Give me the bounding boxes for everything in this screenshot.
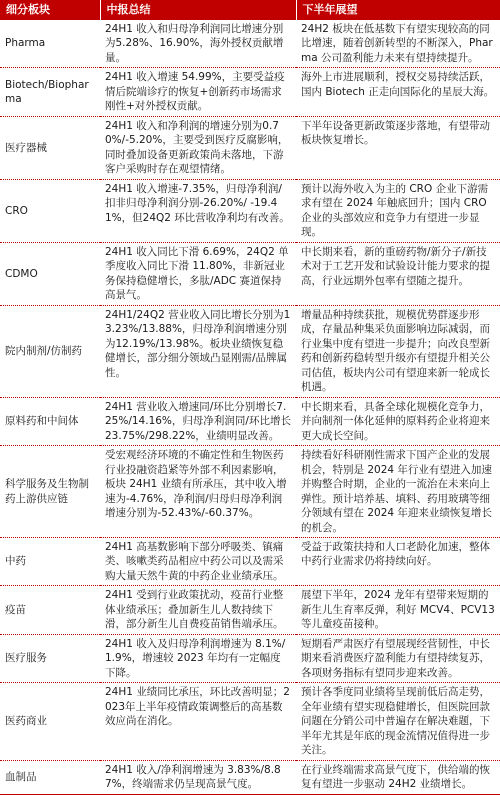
segment-name: 医疗器械: [0, 116, 100, 179]
outlook-text: 预计以海外收入为主的 CRO 企业下游需求有望在 2024 年触底回升；国内 CRO 企业的头部效应和竞争力有望进一步显现。: [296, 179, 500, 242]
outlook-text: 展望下半年，2024 龙年有望带来短期的新生儿生育率反弹，利好 MCV4、PCV13 等儿童疫苗接种。: [296, 586, 500, 634]
table-row: [0, 397, 500, 445]
segment-name: 疫苗: [0, 586, 100, 634]
header-outlook: 下半年展望: [296, 0, 500, 20]
summary-text: 24H1 收入及归母净利润增速为 8.1%/1.9%，增速较 2023 年均有一定幅度下降。: [100, 634, 296, 682]
outlook-text: 增量品种持续获批，规模优势群逐步形成，存量品种集采负面影响边际减弱，而行业集中度有望进一步提升；向改良型新药和创新药稳转型升级亦有望提升相关公司估值，板块内公司有望迎来新一轮成长机遇。: [296, 305, 500, 397]
summary-text: 24H1 收入和归母净利润同比增速分别为5.28%、16.90%，海外授权贡献增量。: [100, 20, 296, 68]
segment-name: CDMO: [0, 242, 100, 305]
outlook-text: 预计各季度同业绩将呈现前低后高走势，全年业绩有望实现稳健增长，但医院回款问题在分销公司中普遍存在解决难题，下半年尤其是年底的现金流情况值得进一步关注。: [296, 683, 500, 760]
header-summary: 中报总结: [100, 0, 296, 20]
table-row: [0, 683, 500, 760]
header-row: [0, 0, 500, 20]
header-segment: 细分板块: [0, 0, 100, 20]
summary-text: 24H1 收入增速 54.99%，主要受益疫情后院端诊疗的恢复+创新药市场需求刚性+对外授权贡献。: [100, 68, 296, 116]
outlook-text: 中长期来看，新的重磅药物/新分子/新技术对于工艺开发和试验设计能力要求的提高，行业远期外包率有望随之提升。: [296, 242, 500, 305]
summary-text: 24H1/24Q2 营业收入同比增长分别为13.23%/13.88%，归母净利润增速分别为12.19%/13.98%。板块业绩恢复稳健增长，部分细分领域凸显刚需/品牌属性。: [100, 305, 296, 397]
table-row: [0, 179, 500, 242]
table-row: [0, 586, 500, 634]
outlook-text: 中长期来看，具备全球化规模化竞争力，并向制剂一体化延伸的原料药企业将迎来更大成长空间。: [296, 397, 500, 445]
segment-name: 医药商业: [0, 683, 100, 760]
outlook-text: 短期看严肃医疗有望展现经营韧性，中长期来看消费医疗盈利能力有望持续复苏，各项财务指标有望同步迎来改善。: [296, 634, 500, 682]
segment-name: 医疗服务: [0, 634, 100, 682]
table-row: [0, 446, 500, 538]
outlook-text: 24H2 板块在低基数下有望实现较高的同比增速，随着创新转型的不断深入，Pharma 公司盈利能力未来有望持续提升。: [296, 20, 500, 68]
table-row: [0, 242, 500, 305]
table-row: [0, 760, 500, 794]
table-row: [0, 634, 500, 682]
outlook-text: 下半年设备更新政策逐步落地，有望带动板块恢复增长。: [296, 116, 500, 179]
segment-name: 血制品: [0, 760, 100, 794]
outlook-text: 受益于政策扶持和人口老龄化加速，整体中药行业需求仍将持续向好。: [296, 537, 500, 585]
outlook-text: 在行业终端需求高景气度下，供给端的恢复有望进一步驱动 24H2 业绩增长。: [296, 760, 500, 794]
segment-name: CRO: [0, 179, 100, 242]
segment-name: 院内制剂/仿制药: [0, 305, 100, 397]
segment-name: 原料药和中间体: [0, 397, 100, 445]
summary-text: 24H1 收入/净利润增速为 3.83%/8.87%，终端需求仍呈现高景气度。: [100, 760, 296, 794]
segment-name: Biotech/Biopharma: [0, 68, 100, 116]
segment-name: 科学服务及生物制药上游供应链: [0, 446, 100, 538]
outlook-text: 持续看好科研刚性需求下国产企业的发展机会，特别是 2024 年行业有望进入加速并购整合时期，企业的一流治在未来向上弹性。预计培养基、填料、药用玻璃等细分领域有望在 2024 年迎来业绩恢复增长的机会。: [296, 446, 500, 538]
summary-text: 24H1 收入和净利润的增速分别为0.70%/-5.20%，主要受到医疗反腐影响，同时叠加设备更新政策尚未落地，下游客户采购时存在观望情绪。: [100, 116, 296, 179]
summary-text: 24H1 营业收入增速同/环比分别增长7.25%/14.16%，归母净利润同/环比增长23.75%/298.22%，业绩明显改善。: [100, 397, 296, 445]
summary-text: 受宏观经济环境的不确定性和生物医药行业投融资趋紧等外部不利因素影响，板块 24H1 业绩有所承压，其中收入增速为-4.76%，净利润/归母归母净利润增速分别为-52.43%/-60.37%。: [100, 446, 296, 538]
table-row: [0, 537, 500, 585]
summary-text: 24H1 收入同比下滑 6.69%，24Q2 单季度收入同比下滑 11.80%，非新冠业务保持稳健增长，多肽/ADC 赛道保持高景气。: [100, 242, 296, 305]
summary-text: 24H1 高基数影响下部分呼吸类、镇痛类、咳嗽类药品相应中药公司以及需采购大量天然牛黄的中药企业业绩承压。: [100, 537, 296, 585]
table-row: [0, 116, 500, 179]
outlook-text: 海外上市进展顺利，授权交易持续活跃，国内 Biotech 正走向国际化的星辰大海。: [296, 68, 500, 116]
table-row: [0, 305, 500, 397]
segment-name: Pharma: [0, 20, 100, 68]
table-row: [0, 20, 500, 68]
summary-text: 24H1 受到行业政策扰动，疫苗行业整体业绩承压；叠加新生儿人数持续下滑，部分新生儿自费疫苗销售端承压。: [100, 586, 296, 634]
table-row: [0, 68, 500, 116]
segment-name: 中药: [0, 537, 100, 585]
summary-text: 24H1 业绩同比承压，环比改善明显；2023年上半年疫情政策调整后的高基数效应尚在消化。: [100, 683, 296, 760]
summary-text: 24H1 收入增速-7.35%，归母净利润/扣非归母净利润分别-26.20%/ -19.41%，但24Q2 环比营收净利均有改善。: [100, 179, 296, 242]
